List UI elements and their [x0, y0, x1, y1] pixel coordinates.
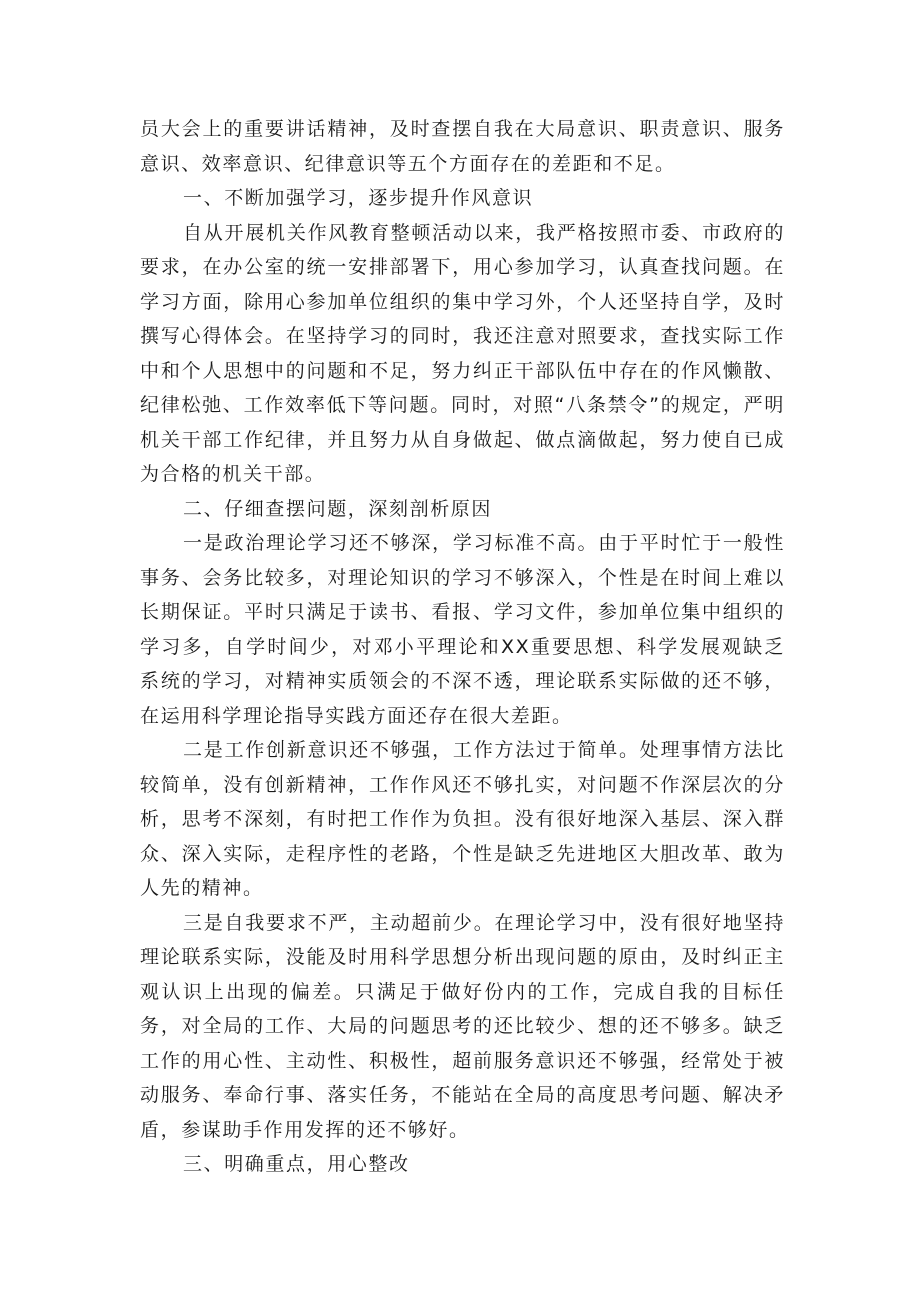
section-heading-3: 三、明确重点，用心整改	[183, 1153, 410, 1175]
paragraph-study: 自从开展机关作风教育整顿活动以来，我严格按照市委、市政府的要求，在办公室的统一安排部署下，用心参加学习，认真查找问题。在学习方面，除用心参加单位组织的集中学习外，个人还坚持自学，及时撰写心得体会。在坚持学习的同时，我还注意对照要求，查找实际工作中和个人思想中的问题和不足，努力纠正干部队伍中存在的作风懒散、纪律松弛、工作效率低下等问题。同时，对照“八条禁令”的规定，严明机关干部工作纪律，并且努力从自身做起、做点滴做起，努力使自已成为合格的机关干部。	[140, 221, 785, 485]
section-heading-2: 二、仔细查摆问题，深刻剖析原因	[183, 497, 493, 520]
paragraph-problem-2: 二是工作创新意识还不够强，工作方法过于简单。处理事情方法比较简单，没有创新精神，工作作风还不够扎实，对问题不作深层次的分析，思考不深刻，有时把工作作为负担。没有很好地深入基层、深入群众、深入实际，走程序性的老路，个性是缺乏先进地区大胆改革、敢为人先的精神。	[140, 739, 785, 899]
paragraph-continuation: 员大会上的重要讲话精神，及时查摆自我在大局意识、职责意识、服务意识、效率意识、纪律意识等五个方面存在的差距和不足。	[140, 118, 785, 175]
document-body	[140, 112, 785, 1182]
paragraph-problem-3: 三是自我要求不严，主动超前少。在理论学习中，没有很好地坚持理论联系实际，没能及时用科学思想分析出现问题的原由，及时纠正主观认识上出现的偏差。只满足于做好份内的工作，完成自我的目标任务，对全局的工作、大局的问题思考的还比较少、想的还不够多。缺乏工作的用心性、主动性、积极性，超前服务意识还不够强，经常处于被动服务、奉命行事、落实任务，不能站在全局的高度思考问题、解决矛盾，参谋助手作用发挥的还不够好。	[140, 911, 785, 1141]
section-heading-1: 一、不断加强学习，逐步提升作风意识	[183, 187, 534, 209]
paragraph-problem-1: 一是政治理论学习还不够深，学习标准不高。由于平时忙于一般性事务、会务比较多，对理论知识的学习不够深入，个性是在时间上难以长期保证。平时只满足于读书、看报、学习文件，参加单位集中组织的学习多，自学时间少，对邓小平理论和XX重要思想、科学发展观缺乏系统的学习，对精神实质领会的不深不透，理论联系实际做的还不够，在运用科学理论指导实践方面还存在很大差距。	[140, 532, 785, 727]
